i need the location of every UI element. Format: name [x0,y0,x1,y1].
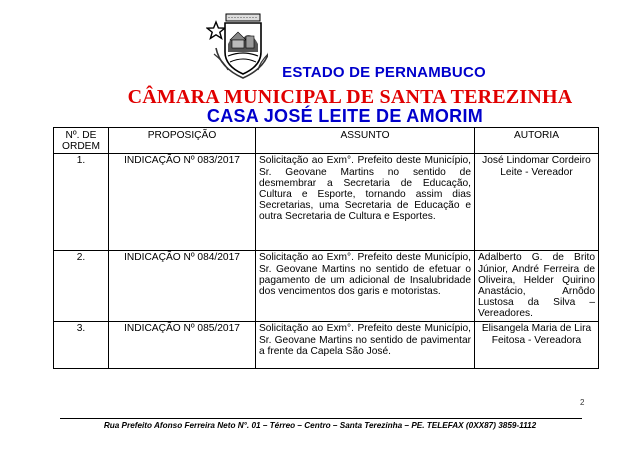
chamber-heading: CÂMARA MUNICIPAL DE SANTA TEREZINHA [127,86,573,108]
row-subject: Solicitação ao Exm°. Prefeito deste Município, Sr. Geovane Martins no sentido de pavimentar a frente da Capela São José. [256,322,475,369]
row-number: 1. [54,154,109,251]
row-author: Elisangela Maria de Lira Feitosa - Vereadora [475,322,599,369]
col-header-proposal: PROPOSIÇÃO [109,128,256,154]
row-subject: Solicitação ao Exm°. Prefeito deste Município, Sr. Geovane Martins no sentido de desmembrar a Secretaria de Educação, Cultura e Esporte, tornando assim dias Secretarias, uma Secretaria de Educação e outra Secretaria de Cultura e Esportes. [256,154,475,251]
row-proposal: INDICAÇÃO Nº 083/2017 [109,154,256,251]
row-proposal: INDICAÇÃO Nº 085/2017 [109,322,256,369]
page-number: 2 [580,398,585,407]
table-row [54,154,599,251]
row-author: Adalberto G. de Brito Júnior, André Ferreira de Oliveira, Helder Quirino Anastácio, Arnôdo Lustosa da Silva – Vereadores. [475,251,599,322]
row-author: José Lindomar Cordeiro Leite - Vereador [475,154,599,251]
row-proposal: INDICAÇÃO Nº 084/2017 [109,251,256,322]
state-heading: ESTADO DE PERNAMBUCO [282,64,486,81]
table-header-row [54,128,599,154]
col-header-number: Nº. DE ORDEM [54,128,109,154]
footer-address: Rua Prefeito Afonso Ferreira Neto N°. 01 – Térreo – Centro – Santa Terezinha – PE. TELEFAX (0XX87) 3859-1112 [103,421,537,430]
proposals-table [53,127,599,369]
footer-divider [60,418,582,419]
row-subject: Solicitação ao Exm°. Prefeito deste Município, Sr. Geovane Martins no sentido de efetuar o pagamento de um adicional de Insalubridade dos vencimentos dos garis e motoristas. [256,251,475,322]
table-row [54,322,599,369]
house-heading: CASA JOSÉ LEITE DE AMORIM [206,106,484,126]
col-header-subject: ASSUNTO [256,128,475,154]
row-number: 3. [54,322,109,369]
row-number: 2. [54,251,109,322]
col-header-author: AUTORIA [475,128,599,154]
table-row [54,251,599,322]
